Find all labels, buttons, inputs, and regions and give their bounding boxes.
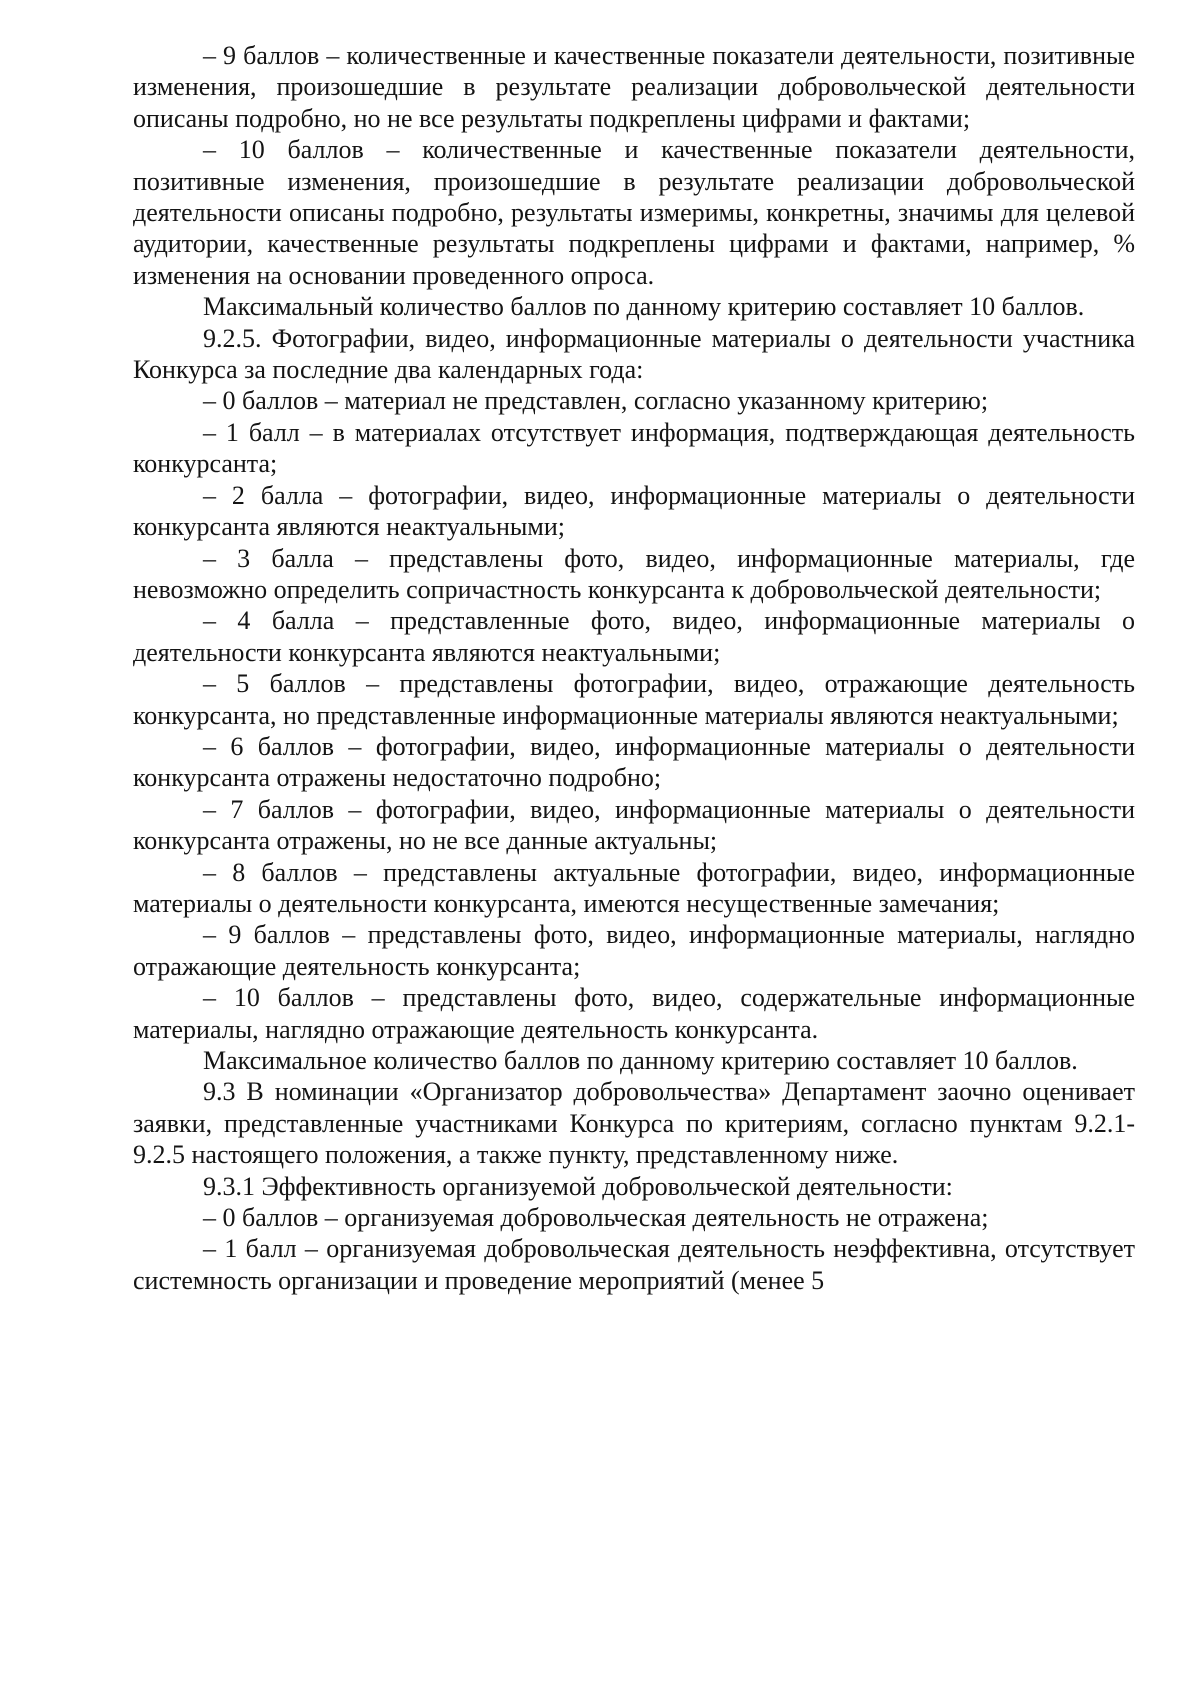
paragraph-8-points-media: – 8 баллов – представлены актуальные фотографии, видео, информационные материалы о деятельности конкурсанта, имеются несущественные замечания; bbox=[133, 857, 1135, 918]
paragraph-6-points-media: – 6 баллов – фотографии, видео, информационные материалы о деятельности конкурсанта отражены недостаточно подробно; bbox=[133, 731, 1135, 793]
paragraph-10-points-impact: – 10 баллов – количественные и качественные показатели деятельности, позитивные изменения, произошедшие в результате реализации добровольческой деятельности описаны подробно, результаты измеримы, конкретны, значимы для целевой аудитории, качественные результаты подкреплены цифрами и фактами, например, % изменения на основании проведенного опроса. bbox=[133, 135, 1135, 290]
paragraph-heading-9-3-1: 9.3.1 Эффективность организуемой добровольческой деятельности: bbox=[203, 1171, 953, 1201]
paragraph-max-score-9-2-4: Максимальный количество баллов по данному критерию составляет 10 баллов. bbox=[203, 292, 1085, 322]
paragraph-section-9-3: 9.3 В номинации «Организатор добровольчества» Департамент заочно оценивает заявки, представленные участниками Конкурса по критериям, согласно пунктам 9.2.1-9.2.5 настоящего положения, а также пункту, представленному ниже. bbox=[133, 1077, 1135, 1170]
document-page bbox=[133, 40, 1135, 1296]
paragraph-1-point-efficiency: – 1 балл – организуемая добровольческая деятельность неэффективна, отсутствует системность организации и проведение мероприятий (менее 5 bbox=[133, 1234, 1135, 1295]
paragraph-5-points-media: – 5 баллов – представлены фотографии, видео, отражающие деятельность конкурсанта, но представленные информационные материалы являются неактуальными; bbox=[133, 669, 1135, 730]
paragraph-4-points-media: – 4 балла – представленные фото, видео, информационные материалы о деятельности конкурсанта являются неактуальными; bbox=[133, 606, 1135, 667]
paragraph-0-points-media: – 0 баллов – материал не представлен, согласно указанному критерию; bbox=[203, 386, 989, 416]
paragraph-7-points-media: – 7 баллов – фотографии, видео, информационные материалы о деятельности конкурсанта отражены, но не все данные актуальны; bbox=[133, 794, 1135, 856]
paragraph-9-points-impact: – 9 баллов – количественные и качественные показатели деятельности, позитивные изменения, произошедшие в результате реализации добровольческой деятельности описаны подробно, но не все результаты подкреплены цифрами и фактами; bbox=[133, 41, 1135, 133]
paragraph-heading-9-2-5: 9.2.5. Фотографии, видео, информационные материалы о деятельности участника Конкурса за последние два календарных года: bbox=[133, 323, 1135, 385]
paragraph-2-points-media: – 2 балла – фотографии, видео, информационные материалы о деятельности конкурсанта являются неактуальными; bbox=[133, 480, 1135, 542]
paragraph-0-points-efficiency: – 0 баллов – организуемая добровольческая деятельность не отражена; bbox=[203, 1203, 989, 1233]
paragraph-10-points-media: – 10 баллов – представлены фото, видео, содержательные информационные материалы, наглядно отражающие деятельность конкурсанта. bbox=[133, 983, 1135, 1044]
paragraph-3-points-media: – 3 балла – представлены фото, видео, информационные материалы, где невозможно определить сопричастность конкурсанта к добровольческой деятельности; bbox=[133, 543, 1135, 604]
paragraph-9-points-media: – 9 баллов – представлены фото, видео, информационные материалы, наглядно отражающие деятельность конкурсанта; bbox=[133, 920, 1135, 981]
paragraph-max-score-9-2-5: Максимальное количество баллов по данному критерию составляет 10 баллов. bbox=[203, 1046, 1078, 1075]
paragraph-1-point-media: – 1 балл – в материалах отсутствует информация, подтверждающая деятельность конкурсанта; bbox=[133, 417, 1135, 479]
